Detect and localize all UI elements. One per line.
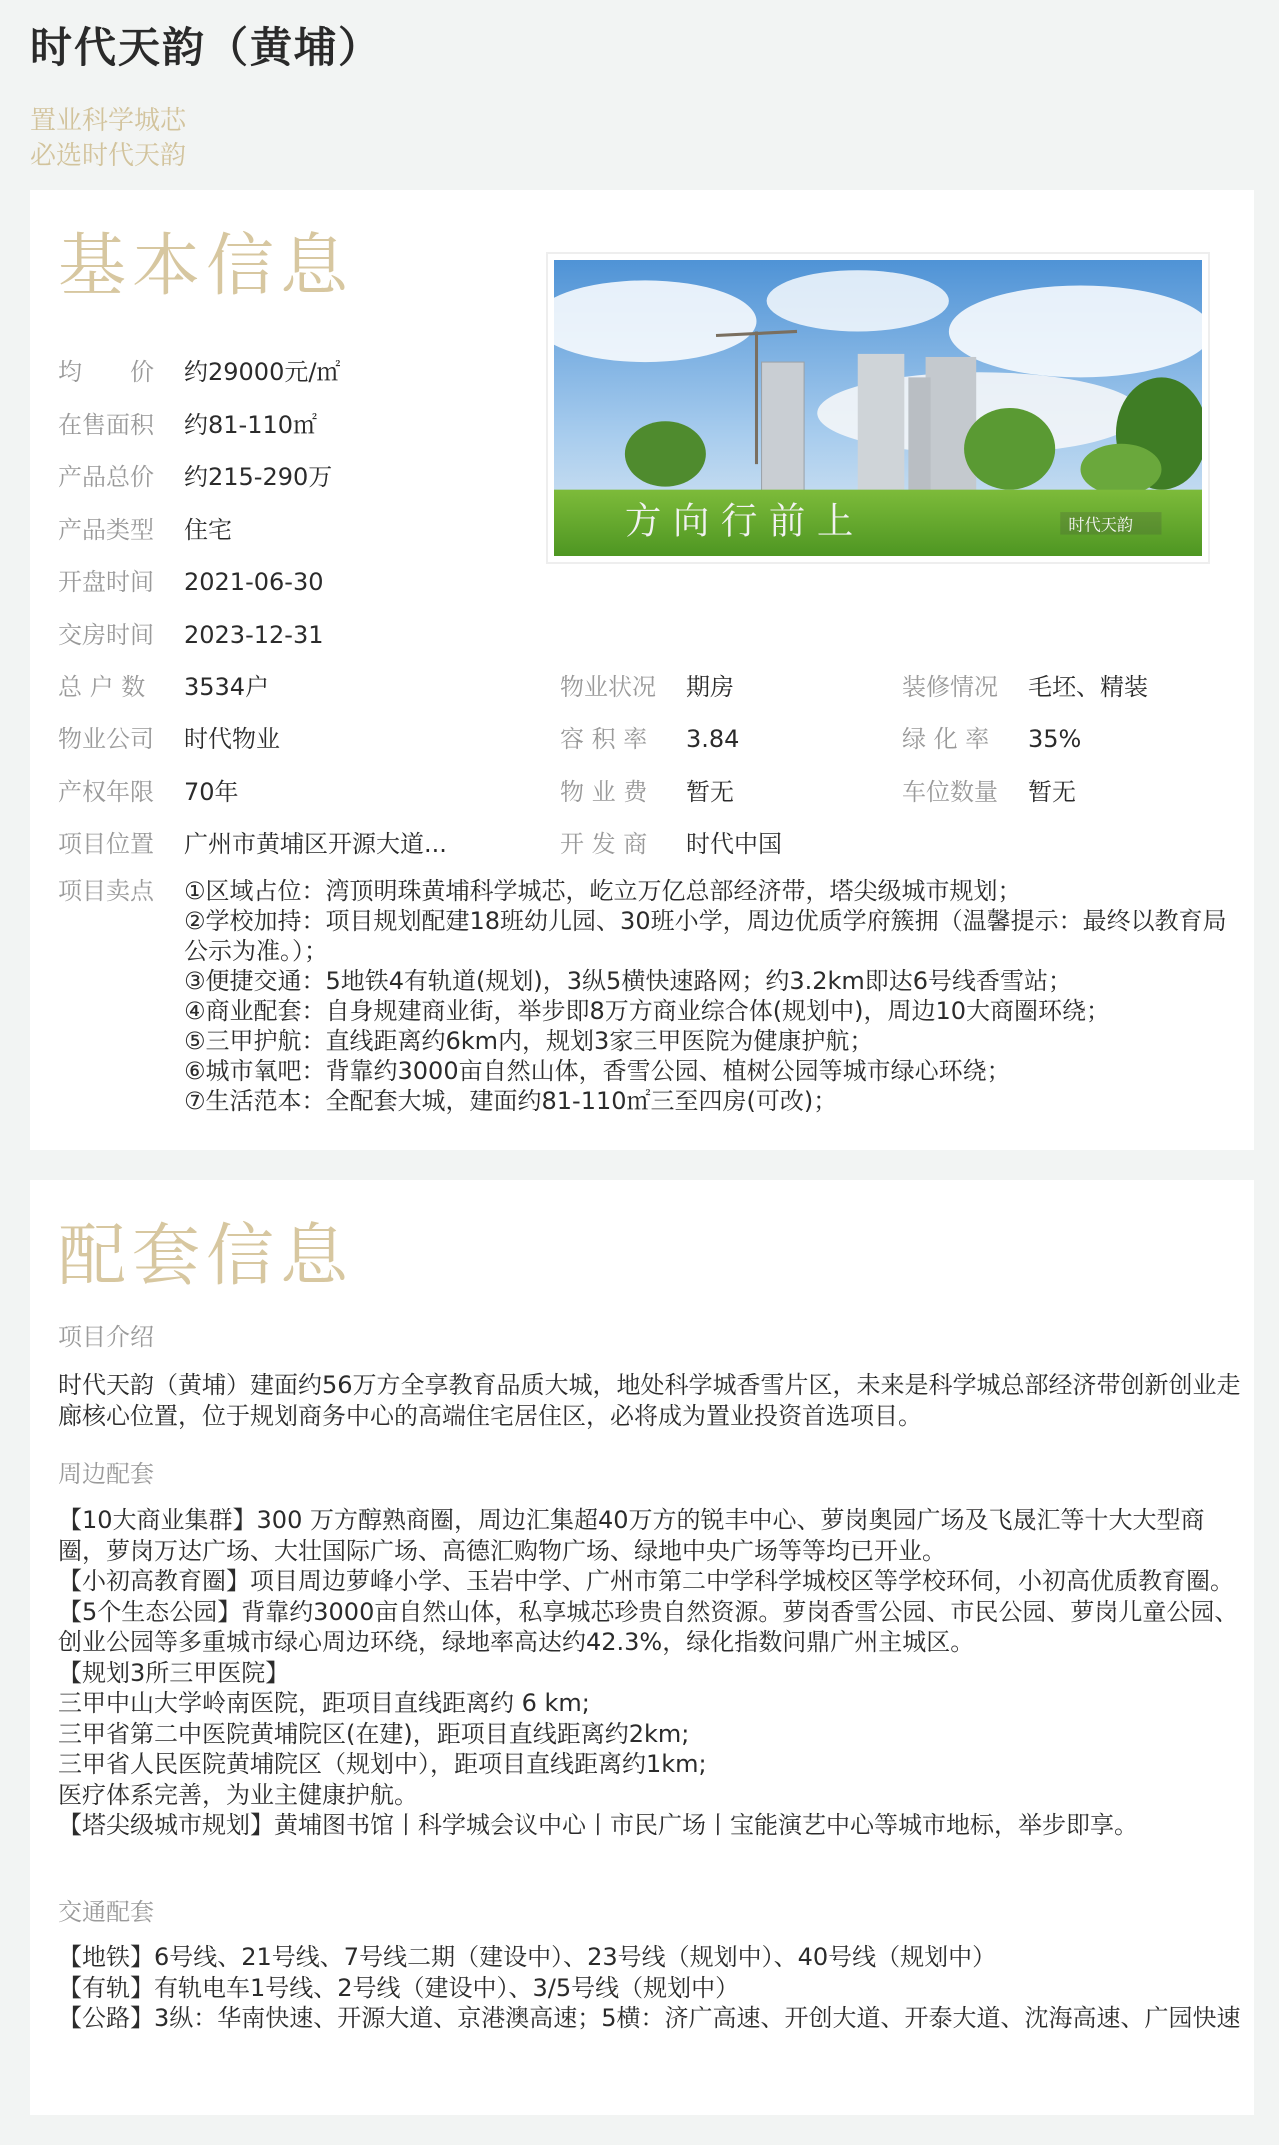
traffic-list: [58, 1942, 1248, 2034]
surround-item: 三甲中山大学岭南医院，距项目直线距离约 6 km;: [58, 1689, 590, 1717]
selling-points: [58, 876, 1248, 1116]
project-title: 时代天韵（黄埔）: [30, 23, 383, 72]
selling-point-item: ⑥城市氧吧：背靠约3000亩自然山体，香雪公园、植树公园等城市绿心环绕；: [184, 1057, 1011, 1085]
selling-point-item: ③便捷交通：5地铁4有轨道(规划)，3纵5横快速路网；约3.2km即达6号线香雪站；: [184, 967, 1073, 995]
field-developer: 开 发 商 时代中国: [560, 830, 782, 858]
surround-list: [58, 1505, 1248, 1841]
field-total-price: 产品总价 约215-290万: [58, 463, 333, 491]
field-property-status: 物业状况 期房: [560, 673, 734, 701]
slogan-line-1: 置业科学城芯: [30, 106, 187, 136]
field-delivery-date: 交房时间 2023-12-31: [58, 621, 324, 649]
traffic-item: 【有轨】有轨电车1号线、2号线（建设中）、3/5号线（规划中）: [58, 1973, 740, 2002]
selling-point-item: ④商业配套：自身规建商业街，举步即8万方商业综合体(规划中)，周边10大商圈环绕；: [184, 997, 1111, 1025]
surround-item: 三甲省第二中医院黄埔院区(在建)，距项目直线距离约2km;: [58, 1719, 690, 1748]
field-parking: 车位数量 暂无: [902, 778, 1076, 806]
selling-point-item: ①区域占位：湾顶明珠黄埔科学城芯，屹立万亿总部经济带，塔尖级城市规划；: [184, 877, 1022, 905]
field-plot-ratio: 容 积 率 3.84: [560, 725, 740, 753]
field-tenure: 产权年限 70年: [58, 778, 239, 806]
surround-item: 【10大商业集群】300 万方醇熟商圈，周边汇集超40万方的锐丰中心、萝岗奥园广场及飞晟汇等十大大型商圈，萝岗万达广场、大壮国际广场、高德汇购物广场、绿地中央广场等等均已开业。: [58, 1506, 1205, 1565]
traffic-item: 【公路】3纵：华南快速、开源大道、京港澳高速；5横：济广高速、开创大道、开泰大道、沈海高速、广园快速: [58, 2004, 1241, 2032]
selling-point-item: ②学校加持：项目规划配建18班幼儿园、30班小学，周边优质学府簇拥（温馨提示：最终以教育局公示为准。）；: [184, 907, 1227, 965]
facilities-title: 配套信息: [58, 1217, 355, 1296]
project-photo-image: [554, 260, 1202, 556]
field-property-company: 物业公司 时代物业: [58, 725, 280, 753]
surround-item: 【5个生态公园】背靠约3000亩自然山体，私享城芯珍贵自然资源。萝岗香雪公园、市民公园、萝岗儿童公园、创业公园等多重城市绿心周边环绕，绿地率高达约42.3%，绿化指数问鼎广州主城区。: [58, 1597, 1239, 1656]
field-decoration: 装修情况 毛坯、精装: [902, 673, 1148, 701]
selling-points-label: 项目卖点: [58, 877, 154, 905]
intro-text: 时代天韵（黄埔）建面约56万方全享教育品质大城，地处科学城香雪片区，未来是科学城总部经济带创新创业走廊核心位置，位于规划商务中心的高端住宅居住区，必将成为置业投资首选项目。: [58, 1371, 1241, 1430]
surround-item: 医疗体系完善，为业主健康护航。: [58, 1780, 418, 1809]
surround-label: 周边配套: [58, 1460, 154, 1488]
field-location[interactable]: 项目位置 广州市黄埔区开源大道...: [58, 830, 447, 858]
field-households: 总 户 数 3534户: [58, 673, 270, 701]
selling-point-item: ⑤三甲护航：直线距离约6km内，规划3家三甲医院为健康护航；: [184, 1027, 874, 1055]
traffic-label: 交通配套: [58, 1898, 154, 1926]
traffic-item: 【地铁】6号线、21号线、7号线二期（建设中）、23号线（规划中）、40号线（规划中）: [58, 1943, 997, 1971]
field-open-date: 开盘时间 2021-06-30: [58, 568, 324, 596]
page-header: [30, 18, 1250, 174]
field-product-type: 产品类型 住宅: [58, 516, 232, 544]
basic-info-title: 基本信息: [58, 227, 355, 306]
selling-point-item: ⑦生活范本：全配套大城，建面约81-110㎡三至四房(可改)；: [184, 1087, 838, 1115]
surround-item: 【塔尖级城市规划】黄埔图书馆丨科学城会议中心丨市民广场丨宝能演艺中心等城市地标，举步即享。: [58, 1811, 1138, 1839]
field-property-fee: 物 业 费 暂无: [560, 778, 734, 806]
project-photo[interactable]: [546, 252, 1210, 564]
basic-info-card: [30, 190, 1254, 1150]
facilities-card: [30, 1180, 1254, 2115]
field-avg-price: 均 价 约29000元/㎡: [58, 358, 341, 386]
field-sale-area: 在售面积 约81-110㎡: [58, 411, 318, 439]
intro-label: 项目介绍: [58, 1323, 154, 1351]
surround-item: 【小初高教育圈】项目周边萝峰小学、玉岩中学、广州市第二中学科学城校区等学校环伺，小初高优质教育圈。: [58, 1567, 1234, 1595]
surround-item: 【规划3所三甲医院】: [58, 1658, 290, 1687]
slogan-line-2: 必选时代天韵: [30, 141, 187, 171]
surround-item: 三甲省人民医院黄埔院区（规划中），距项目直线距离约1km;: [58, 1750, 707, 1778]
photo-brand-text: 时代天韵: [1068, 515, 1134, 535]
field-greening-rate: 绿 化 率 35%: [902, 725, 1082, 753]
photo-sign-text: 方 向 行 前 上: [624, 499, 854, 543]
